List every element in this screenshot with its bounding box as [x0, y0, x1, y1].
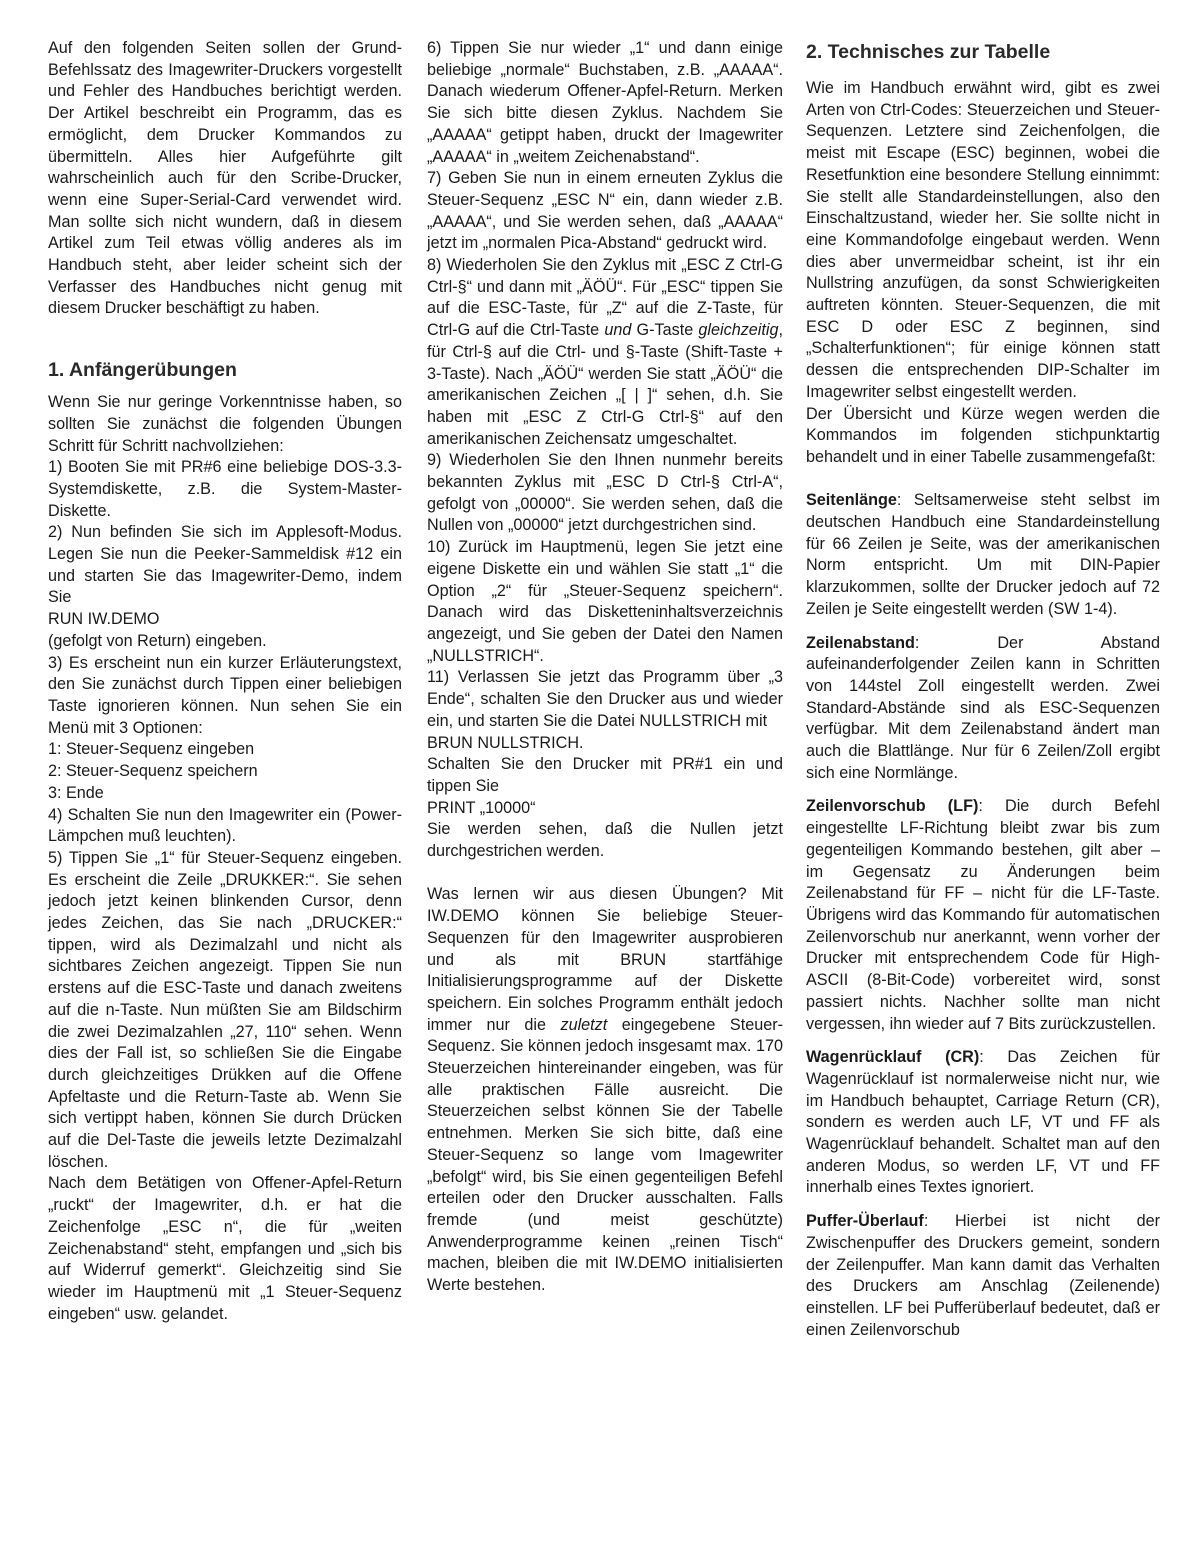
text-zeilenvorschub: : Die durch Befehl eingestellte LF-Richtung bleibt zwar bis zum gegenteiligen Kommando bestehen, gilt aber – im Gegensatz zu Änderungen beim Zeilenabstand für FF – nicht für die LF-Taste. Übrigens wird das Kommando für automatischen Zeilenvorschub nur anerkannt, wenn vorher der Drucker mit entsprechendem Code für High-ASCII (8-Bit-Code) vorbereitet wird, sonst passiert nichts. Nachher sollte man nicht vergessen, ihn wieder auf 7 Bits zurückzustellen. — [806, 797, 1160, 1033]
entry-zeilenabstand — [806, 633, 1160, 785]
text-seitenlaenge: : Seltsamerweise steht selbst im deutschen Handbuch eine Standardeinstellung für 66 Zeilen je Seite, was der amerikanischen Norm entspricht. Um mit DIN-Papier klarzukommen, sollte der Drucker jedoch auf 72 Zeilen je Seite eingestellt werden (SW 1-4). — [806, 491, 1160, 618]
summary-text-a: Was lernen wir aus diesen Übungen? Mit IW.DEMO können Sie beliebige Steuer-Sequenzen für den Imagewriter ausprobieren und als mit BRUN startfähige Initialisierungsprogramme auf der Diskette speichern. Ein solches Programm enthält jedoch immer nur die — [427, 885, 783, 1034]
term-seitenlaenge: Seitenlänge — [806, 491, 897, 510]
summary-emphasis-zuletzt: zuletzt — [560, 1015, 608, 1034]
term-zeilenabstand: Zeilenabstand — [806, 633, 915, 652]
step-3-paragraph: 3) Es erscheint nun ein kurzer Erläuterungstext, den Sie zunächst durch Tippen einer beliebigen Taste ignorieren können. Nun sehen Sie ein Menü mit 3 Optionen: — [48, 653, 402, 737]
entry-wagenruecklauf — [806, 1047, 1160, 1199]
term-zeilenvorschub: Zeilenvorschub (LF) — [806, 797, 979, 816]
step-8-text-c: , für Ctrl-§ auf die Ctrl- und §-Taste (Shift-Taste + 3-Taste). Nach „ÄÖÜ“ werden Sie statt „ÄÖÜ“ die amerikanischen Zeichen „[ | ]“ sehen, d.h. Sie haben mit „ESC Z Ctrl-G Ctrl-§“ auf den amerikanischen Zeichensatz umgeschaltet. — [427, 321, 783, 448]
entry-seitenlaenge — [806, 490, 1160, 620]
step-11-paragraph: 11) Verlassen Sie jetzt das Programm über „3 Ende“, schalten Sie den Drucker aus und wieder ein, und starten Sie die Datei NULLSTRICH mit — [427, 668, 783, 730]
exercise-intro-paragraph: Wenn Sie nur geringe Vorkenntnisse haben, so sollten Sie zunächst die folgenden Übungen Schritt für Schritt nachvollziehen: — [48, 393, 402, 455]
text-zeilenabstand: : Der Abstand aufeinanderfolgender Zeilen kann in Schritten von 144stel Zoll eingestellt werden. Zwei Standard-Abstände sind als ESC-Sequenzen verfügbar. Mit dem Zeilenabstand ändert man auch die Blattlänge. Nur für 6 Zeilen/Zoll ergibt sich eine Normlänge. — [806, 633, 1160, 782]
technical-intro-paragraph: Wie im Handbuch erwähnt wird, gibt es zwei Arten von Ctrl-Codes: Steuerzeichen und Steuer-Sequenzen. Letztere sind Zeichenfolgen, die meist mit Escape (ESC) beginnen, wobei die Resetfunktion eine besondere Stellung einnimmt: Sie stellt alle Standardeinstellungen, also den Einschaltzustand, wieder her. Sie sollte nicht in eine Kommandofolge eingebaut werden. Wenn dies aber unvermeidbar scheint, ist ihr ein Nullstring anzufügen, da sonst Schwierigkeiten auftreten könnten. Steuer-Sequenzen, die mit ESC D oder ESC Z beginnen, sind „Schalterfunktionen“; für einige können statt dessen die entsprechenden DIP-Schalter im Imagewriter selbst eingestellt werden. — [806, 79, 1160, 401]
column-right — [806, 40, 1160, 1341]
step-2-paragraph: 2) Nun befinden Sie sich im Applesoft-Modus. Legen Sie nun die Peeker-Sammeldisk #12 ein und starten Sie das Imagewriter-Demo, indem Sie — [48, 523, 402, 607]
step-8-emphasis-und: und — [604, 321, 632, 340]
step-7-paragraph: 7) Geben Sie nun in einem erneuten Zyklus die Steuer-Sequenz „ESC N“ ein, dann wieder z.B. „AAAAA“, und Sie werden sehen, daß „AAAAA“ jetzt im „normalen Pica-Abstand“ gedruckt wird. — [427, 169, 783, 253]
step-2-tail: (gefolgt von Return) eingeben. — [48, 631, 267, 650]
step-8-text-a: 8) Wiederholen Sie den Zyklus mit „ESC Z Ctrl-G Ctrl-§“ und dann mit „ÄÖÜ“. Für „ESC“ tippen Sie auf die ESC-Taste, für „Z“ auf die Z-Taste, für Ctrl-G auf die Ctrl-Taste — [427, 256, 783, 340]
menu-option-3: 3: Ende — [48, 783, 104, 802]
section-heading-beginner-exercises: 1. Anfängerübungen — [48, 359, 237, 382]
column-middle — [427, 38, 783, 1297]
command-brun-nullstrich: BRUN NULLSTRICH. — [427, 733, 584, 752]
entry-zeilenvorschub — [806, 796, 1160, 1035]
entry-spacer — [806, 1199, 1160, 1211]
step-11-result-paragraph: Sie werden sehen, daß die Nullen jetzt durchgestrichen werden. — [427, 820, 783, 861]
step-11-printer-paragraph: Schalten Sie den Drucker mit PR#1 ein und tippen Sie — [427, 755, 783, 795]
intro-paragraph: Auf den folgenden Seiten sollen der Grund-Befehlssatz des Imagewriter-Druckers vorgestellt und Fehler des Handbuches berichtigt werden. Der Artikel beschreibt ein Programm, das es ermöglicht, dem Drucker Kommandos zu übermitteln. Alles hier Aufgeführte gilt wahrscheinlich auch für den Scribe-Drucker, wenn eine Super-Serial-Card verwendet wird. Man sollte sich nicht wundern, daß in diesem Artikel zum Teil etwas völlig anderes als im Handbuch steht, aber leider scheint sich der Verfasser des Handbuches nicht genug mit diesem Drucker beschäftigt zu haben. — [48, 39, 402, 318]
section-heading-technical: 2. Technisches zur Tabelle — [806, 41, 1051, 63]
term-puffer-ueberlauf: Puffer-Überlauf — [806, 1212, 924, 1231]
entry-spacer — [806, 784, 1160, 796]
menu-option-1: 1: Steuer-Sequenz eingeben — [48, 740, 255, 759]
step-9-paragraph: 9) Wiederholen Sie den Ihnen nunmehr bereits bekannten Zyklus mit „ESC D Ctrl-§ Ctrl-A“, gefolgt von „00000“. Sie werden sehen, daß die Nullen von „00000“ jetzt durchgestrichen sind. — [427, 451, 783, 535]
step-8-paragraph — [427, 255, 783, 450]
column-left — [48, 38, 402, 1325]
entry-spacer — [806, 1035, 1160, 1047]
command-print-10000: PRINT „10000“ — [427, 798, 536, 817]
text-puffer-ueberlauf: : Hierbei ist nicht der Zwischenpuffer des Druckers gemeint, sondern der Zeilenpuffer. Man kann damit das Verhalten des Druckers am Anschlag (Zeilenende) einstellen. LF bei Pufferüberlauf bedeutet, daß er einen Zeilenvorschub — [806, 1212, 1160, 1339]
entry-spacer — [806, 621, 1160, 633]
paragraph-spacer — [806, 469, 1160, 491]
summary-paragraph — [427, 884, 783, 1296]
command-run-iw-demo: RUN IW.DEMO — [48, 610, 160, 629]
step-5-paragraph: 5) Tippen Sie „1“ für Steuer-Sequenz eingeben. Es erscheint die Zeile „DRUKKER:“. Sie sehen jedoch jetzt keinen blinkenden Cursor, denn jedes Zeichen, das Sie nach „DRUCKER:“ tippen, wird als Dezimalzahl und nicht als sichtbares Zeichen angezeigt. Tippen Sie nun erstens auf die ESC-Taste und danach zweitens auf die n-Taste. Nun müßten Sie am Bildschirm die zwei Dezimalzahlen „27, 110“ sehen. Wenn dies der Fall ist, so schließen Sie die Eingabe durch gleichzeitiges Drükken auf die Offene Apfeltaste und die Return-Taste ab. Wenn Sie sich vertippt haben, können Sie durch Drücken auf die Del-Taste die jeweils letzte Dezimalzahl löschen. — [48, 848, 402, 1171]
entry-puffer-ueberlauf — [806, 1211, 1160, 1341]
summary-text-b: eingegebene Steuer-Sequenz. Sie können jedoch insgesamt max. 170 Steuerzeichen hintereinander eingeben, was für alle praktischen Fälle ausreicht. Die Steuerzeichen selbst können Sie der Tabelle entnehmen. Merken Sie sich bitte, daß eine Steuer-Sequenz so lange vom Imagewriter „befolgt“ wird, bis Sie einen gegenteiligen Befehl erteilen oder den Drucker ausschalten. Falls fremde (und meist geschützte) Anwenderprogramme keinen „reinen Tisch“ machen, bleiben die mit IW.DEMO initialisierten Werte bestehen. — [427, 1015, 784, 1295]
text-wagenruecklauf: : Das Zeichen für Wagenrücklauf ist normalerweise nicht nur, wie im Handbuch behauptet, Carriage Return (CR), sondern es werden auch LF, VT und FF als Wagenrücklauf behandelt. Schaltet man auf den anderen Modus, so werden LF, VT und FF innerhalb eines Textes ignoriert. — [806, 1048, 1160, 1197]
term-wagenruecklauf: Wagenrücklauf (CR) — [806, 1048, 980, 1067]
step-8-emphasis-gleichzeitig: gleichzeitig — [698, 321, 779, 340]
step-4-paragraph: 4) Schalten Sie nun den Imagewriter ein (Power-Lämpchen muß leuchten). — [48, 805, 402, 846]
step-5-followup-paragraph: Nach dem Betätigen von Offener-Apfel-Return „ruckt“ der Imagewriter, d.h. er hat die Zeichenfolge „ESC n“, die für „weiten Zeichenabstand“ steht, empfangen und „sich bis auf Widerruf gemerkt“. Gleichzeitig sind Sie wieder im Hauptmenü mit „1 Steuer-Sequenz eingeben“ usw. gelandet. — [48, 1174, 402, 1323]
step-10-paragraph: 10) Zurück im Hauptmenü, legen Sie jetzt eine eigene Diskette ein und wählen Sie statt „1“ die Option „2“ für „Steuer-Sequenz speichern“. Danach wird das Disketteninhaltsverzeichnis angezeigt, und Sie geben der Datei den Namen „NULLSTRICH“. — [427, 538, 783, 665]
paragraph-spacer — [427, 863, 783, 885]
step-1-paragraph: 1) Booten Sie mit PR#6 eine beliebige DOS-3.3-Systemdiskette, z.B. die System-Master-Diskette. — [48, 458, 402, 520]
step-6-paragraph: 6) Tippen Sie nur wieder „1“ und dann einige beliebige „normale“ Buchstaben, z.B. „AAAAA“. Danach wiederum Offener-Apfel-Return. Merken Sie sich bitte diesen Zyklus. Nachdem Sie „AAAAA“ getippt haben, druckt der Imagewriter „AAAAA“ in „weitem Zeichenabstand“. — [427, 39, 783, 166]
step-8-text-b: G-Taste — [631, 321, 699, 340]
menu-option-2: 2: Steuer-Sequenz speichern — [48, 762, 258, 781]
technical-overview-paragraph: Der Übersicht und Kürze wegen werden die Kommandos im folgenden stichpunktartig behandelt und in einer Tabelle zusammengefaßt: — [806, 404, 1160, 466]
